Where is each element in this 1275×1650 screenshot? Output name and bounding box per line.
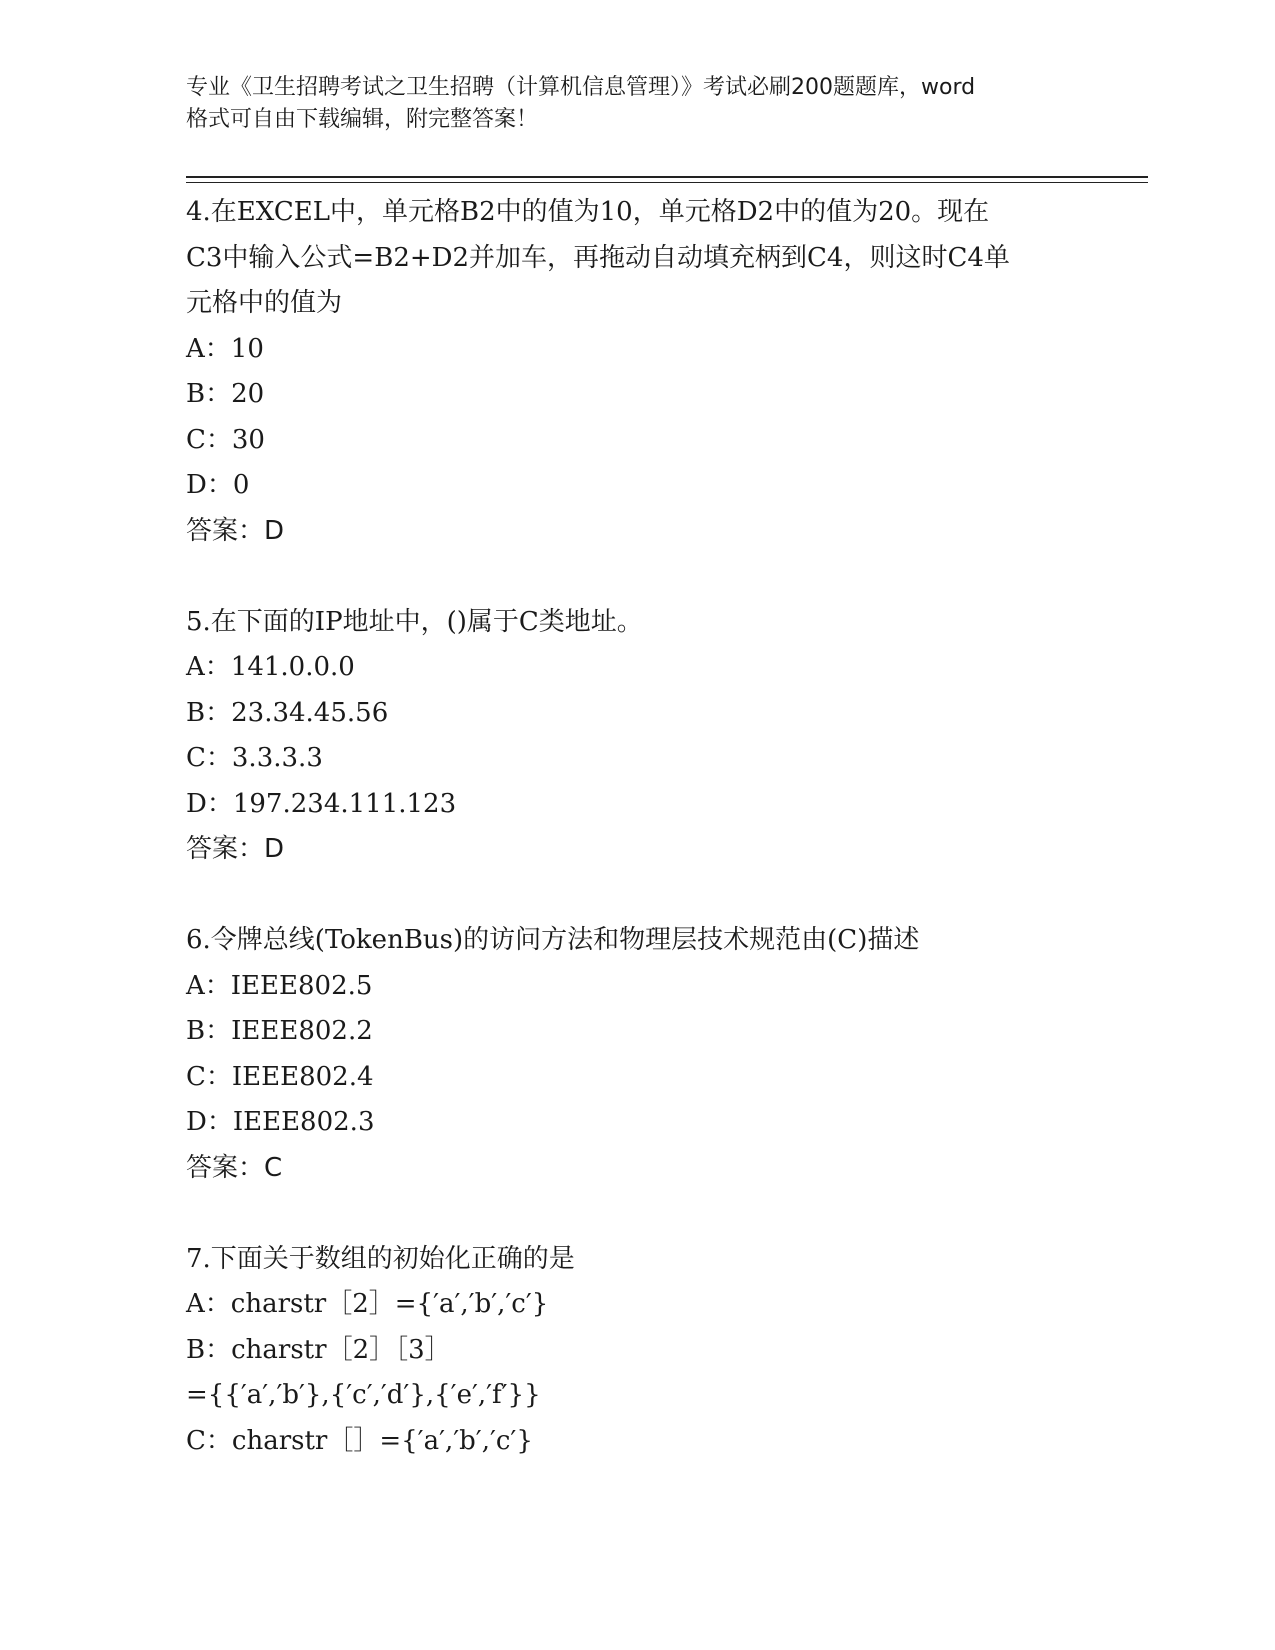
option-c: C：charstr［］={′a′,′b′,′c′} bbox=[186, 1425, 533, 1456]
spacer bbox=[186, 1191, 1086, 1237]
document-header bbox=[186, 72, 1086, 136]
question-list bbox=[186, 190, 1086, 1464]
question-stem: 5.在下面的IP地址中，()属于C类地址。 bbox=[186, 606, 643, 637]
option-b: B：20 bbox=[186, 379, 265, 409]
spacer bbox=[186, 873, 1086, 919]
header-line-2: 格式可自由下载编辑，附完整答案！ bbox=[186, 107, 539, 132]
option-b: B：IEEE802.2 bbox=[186, 1016, 373, 1046]
option-b: B：charstr［2］［3］ bbox=[186, 1334, 451, 1365]
question-stem: 4.在EXCEL中，单元格B2中的值为10，单元格D2中的值为20。现在 bbox=[186, 197, 990, 227]
answer-text: 答案：D bbox=[186, 834, 285, 864]
answer-text: 答案：D bbox=[186, 515, 285, 546]
spacer bbox=[186, 554, 1086, 600]
question-stem: 6.令牌总线(TokenBus)的访问方法和物理层技术规范由(C)描述 bbox=[186, 925, 920, 955]
option-d: D：IEEE802.3 bbox=[186, 1107, 375, 1137]
header-line-1: 专业《卫生招聘考试之卫生招聘（计算机信息管理）》考试必刷200题题库，word bbox=[186, 75, 976, 100]
option-a: A：141.0.0.0 bbox=[186, 652, 355, 682]
option-a: A：IEEE802.5 bbox=[186, 970, 373, 1001]
header-divider-thin bbox=[186, 182, 1148, 183]
question-stem: 7.下面关于数组的初始化正确的是 bbox=[186, 1243, 575, 1274]
option-b-continued: ={{′a′,′b′},{′c′,′d′},{′e′,′f′}} bbox=[186, 1380, 541, 1410]
option-d: D：197.234.111.123 bbox=[186, 788, 457, 819]
option-b: B：23.34.45.56 bbox=[186, 697, 389, 728]
option-c: C：3.3.3.3 bbox=[186, 743, 323, 773]
option-a: A：10 bbox=[186, 333, 264, 364]
question-block bbox=[186, 918, 1086, 1191]
question-block bbox=[186, 190, 1086, 554]
answer-text: 答案：C bbox=[186, 1152, 283, 1183]
question-stem: 元格中的值为 bbox=[186, 288, 343, 318]
option-c: C：IEEE802.4 bbox=[186, 1061, 374, 1092]
option-c: C：30 bbox=[186, 424, 265, 455]
question-block bbox=[186, 1237, 1086, 1465]
option-d: D：0 bbox=[186, 470, 250, 500]
question-block bbox=[186, 600, 1086, 873]
question-stem: C3中输入公式=B2+D2并加车，再拖动自动填充柄到C4，则这时C4单 bbox=[186, 242, 1010, 273]
header-divider-thick bbox=[186, 176, 1148, 178]
option-a: A：charstr［2］={′a′,′b′,′c′} bbox=[186, 1289, 549, 1319]
